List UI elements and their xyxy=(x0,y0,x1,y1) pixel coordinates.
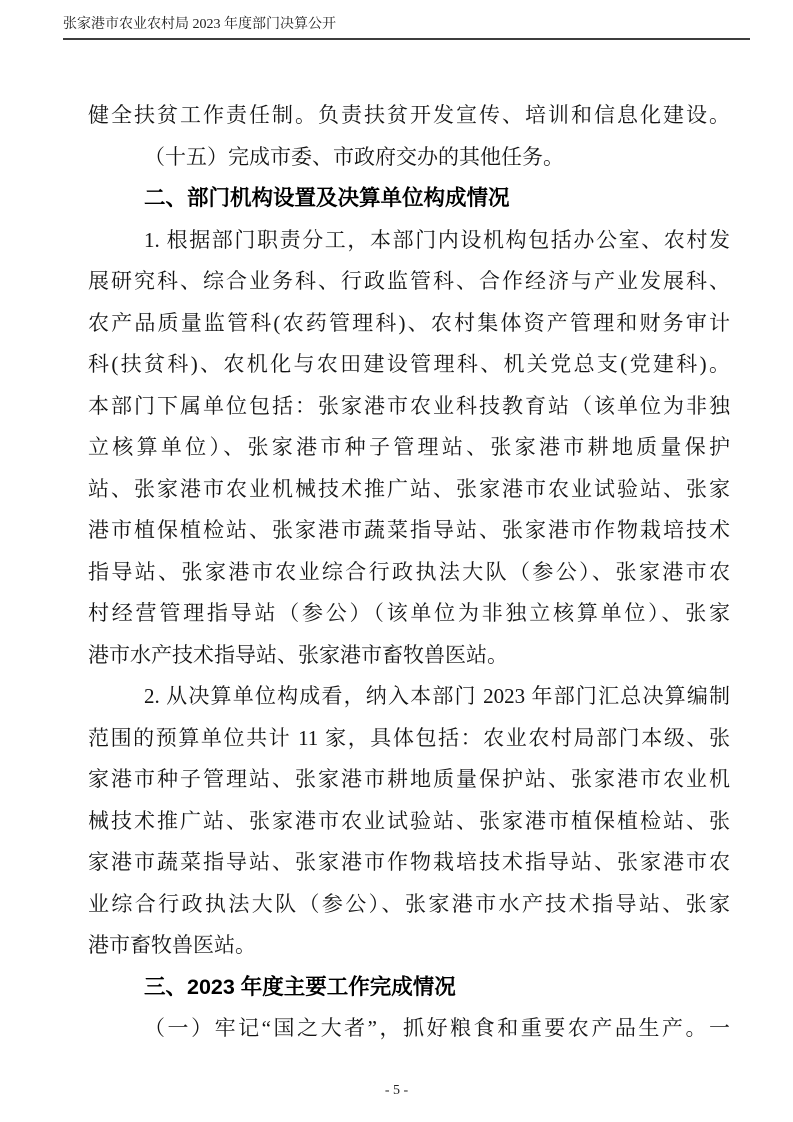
text-line: （一）牢记“国之大者”，抓好粮食和重要农产品生产。一 xyxy=(144,1016,730,1040)
document-body xyxy=(88,95,730,1050)
section-heading: 二、部门机构设置及决算单位构成情况 xyxy=(144,186,510,210)
text-line: 家港市种子管理站、张家港市耕地质量保护站、张家港市农业机 xyxy=(88,767,730,791)
page-header-title: 张家港市农业农村局 2023 年度部门决算公开 xyxy=(63,17,336,32)
page-footer xyxy=(0,1083,793,1099)
text-line: 2. 从决算单位构成看，纳入本部门 2023 年部门汇总决算编制 xyxy=(144,684,730,708)
text-line: 指导站、张家港市农业综合行政执法大队（参公）、张家港市农 xyxy=(88,559,730,584)
text-line: 本部门下属单位包括：张家港市农业科技教育站（该单位为非独 xyxy=(88,393,730,418)
text-line: 展研究科、综合业务科、行政监管科、合作经济与产业发展科、 xyxy=(88,269,730,293)
text-line: 立核算单位）、张家港市种子管理站、张家港市耕地质量保护 xyxy=(88,435,730,459)
text-line: 械技术推广站、张家港市农业试验站、张家港市植保植检站、张 xyxy=(88,808,730,833)
text-line: 村经营管理指导站（参公）（该单位为非独立核算单位）、张家 xyxy=(88,601,730,625)
page-number: - 5 - xyxy=(384,1083,409,1098)
text-line: 港市水产技术指导站、张家港市畜牧兽医站。 xyxy=(88,642,508,667)
text-line: 科(扶贫科)、农机化与农田建设管理科、机关党总支(党建科)。 xyxy=(88,352,730,376)
page-header xyxy=(63,16,750,40)
text-line: 健全扶贫工作责任制。负责扶贫开发宣传、培训和信息化建设。 xyxy=(88,103,730,127)
text-line: 港市畜牧兽医站。 xyxy=(88,933,256,957)
text-line: 农产品质量监管科(农药管理科)、农村集体资产管理和财务审计 xyxy=(88,310,730,335)
text-line: 业综合行政执法大队（参公）、张家港市水产技术指导站、张家 xyxy=(88,891,730,916)
text-line: 家港市蔬菜指导站、张家港市作物栽培技术指导站、张家港市农 xyxy=(88,850,730,874)
section-heading: 三、2023 年度主要工作完成情况 xyxy=(144,974,456,999)
text-line: 站、张家港市农业机械技术推广站、张家港市农业试验站、张家 xyxy=(88,476,730,501)
text-line: 范围的预算单位共计 11 家，具体包括：农业农村局部门本级、张 xyxy=(88,725,730,750)
text-line: 1. 根据部门职责分工，本部门内设机构包括办公室、农村发 xyxy=(144,227,730,252)
text-line: （十五）完成市委、市政府交办的其他任务。 xyxy=(144,144,564,169)
text-line: 港市植保植检站、张家港市蔬菜指导站、张家港市作物栽培技术 xyxy=(88,518,730,542)
